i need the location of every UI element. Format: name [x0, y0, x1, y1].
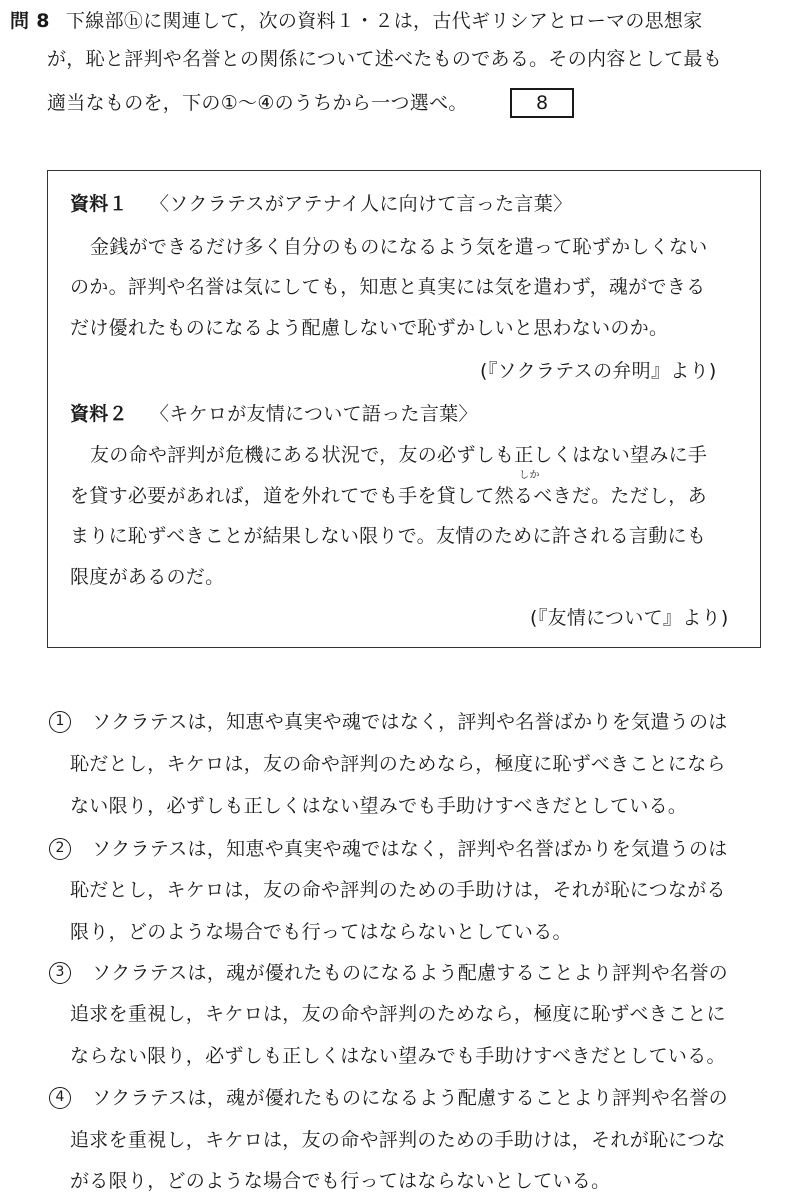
source2-citation: (『友情について』より)	[530, 607, 729, 629]
option-2-line: 限り，どのような場合でも行ってはならないとしている。	[70, 921, 572, 943]
option-2-line: 恥だとし，キケロは，友の命や評判のための手助けは，それが恥につながる	[70, 879, 726, 901]
option-2-line: ソクラテスは，知恵や真実や魂ではなく，評判や名誉ばかりを気遣うのは	[92, 838, 728, 860]
option-4-line: がる限り，どのような場合でも行ってはならないとしている。	[70, 1170, 611, 1192]
source1-line: だけ優れたものになるよう配慮しないで恥ずかしいと思わないのか。	[70, 317, 669, 339]
option-1-line: ソクラテスは，知恵や真実や魂ではなく，評判や名誉ばかりを気遣うのは	[92, 711, 728, 733]
source1-title: 〈ソクラテスがアテナイ人に向けて言った言葉〉	[150, 193, 573, 215]
answer-number-box: 8	[510, 88, 574, 118]
source2-line: を貸す必要があれば，道を外れてでも手を貸して然るべきだ。ただし，あ	[70, 485, 707, 507]
option-3-line: 追求を重視し，キケロは，友の命や評判のためなら，極度に恥ずべきことに	[70, 1003, 726, 1025]
option-4-line: ソクラテスは，魂が優れたものになるよう配慮することより評判や名誉の	[92, 1087, 728, 1109]
furigana: しか	[519, 470, 540, 481]
option-3-line: ソクラテスは，魂が優れたものになるよう配慮することより評判や名誉の	[92, 962, 728, 984]
source1-line: のか。評判や名誉は気にしても，知恵と真実には気を遣わず，魂ができる	[70, 276, 706, 298]
option-number-1[interactable]: 1	[49, 711, 71, 733]
source2-label: 資料２	[70, 403, 128, 425]
question-text-line-3: 適当なものを，下の①～④のうちから一つ選べ。	[47, 92, 468, 114]
question-text-line-2: が，恥と評判や名誉との関係について述べたものである。その内容として最も	[47, 48, 723, 70]
question-text-line-1: 下線部ⓗに関連して，次の資料１・２は，古代ギリシアとローマの思想家	[66, 10, 703, 32]
option-number-3[interactable]: 3	[49, 962, 71, 984]
option-3-line: ならない限り，必ずしも正しくはない望みでも手助けすべきだとしている。	[70, 1045, 726, 1067]
source1-citation: (『ソクラテスの弁明』より)	[480, 360, 717, 382]
question-number: 問 8	[10, 10, 50, 32]
source1-label: 資料１	[70, 193, 128, 215]
source2-line: まりに恥ずべきことが結果しない限りで。友情のために許される言動にも	[70, 525, 707, 547]
option-number-2[interactable]: 2	[49, 838, 71, 860]
option-1-line: ない限り，必ずしも正しくはない望みでも手助けすべきだとしている。	[70, 795, 688, 817]
option-4-line: 追求を重視し，キケロは，友の命や評判のための手助けは，それが恥につな	[70, 1129, 726, 1151]
source2-line: 友の命や評判が危機にある状況で，友の必ずしも正しくはない望みに手	[90, 444, 708, 466]
source2-title: 〈キケロが友情について語った言葉〉	[150, 403, 478, 425]
option-1-line: 恥だとし，キケロは，友の命や評判のためなら，極度に恥ずべきことになら	[70, 753, 726, 775]
option-number-4[interactable]: 4	[49, 1087, 71, 1109]
source1-line: 金銭ができるだけ多く自分のものになるよう気を遣って恥ずかしくない	[90, 236, 708, 258]
source2-line: 限度があるのだ。	[70, 566, 225, 588]
